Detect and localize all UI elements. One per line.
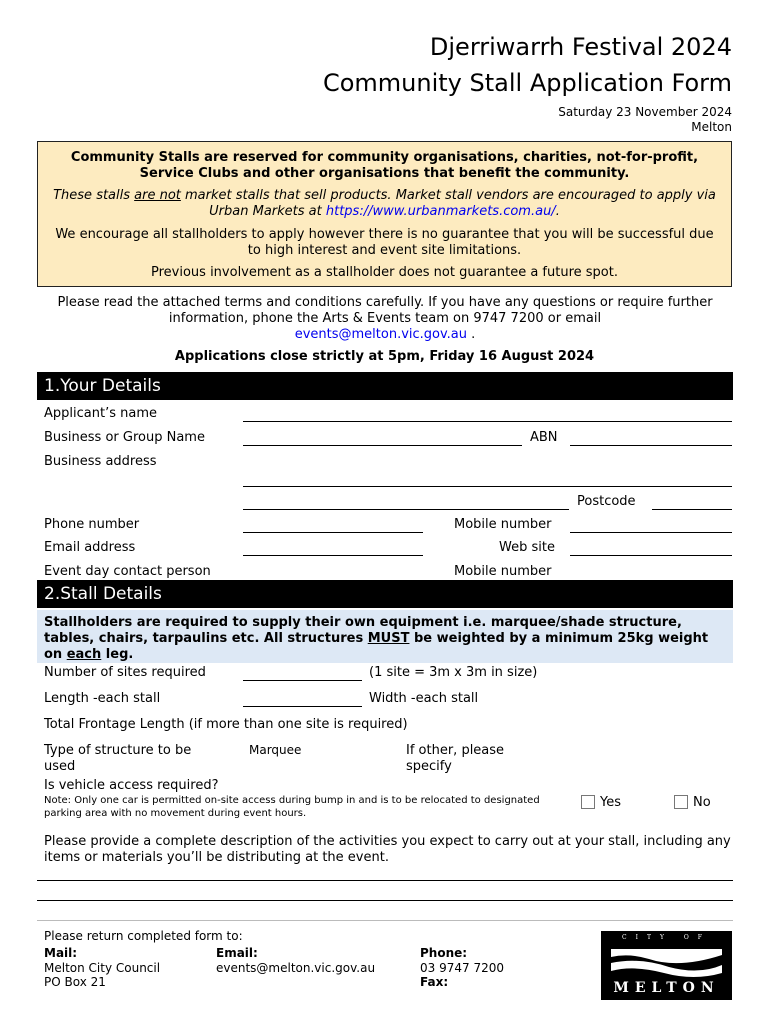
site-size-note: (1 site = 3m x 3m in size): [369, 665, 538, 680]
applicant-name-field[interactable]: [243, 421, 732, 422]
email-field[interactable]: [243, 555, 423, 556]
footer-divider: [37, 920, 733, 921]
website-label: Web site: [499, 540, 555, 555]
length-label: Length -each stall: [44, 691, 161, 706]
logo-wave-icon: [609, 945, 724, 981]
vehicle-access-note: Note: Only one car is permitted on-site access during bump in and is to be relocated to designated parking area with no movement during event hours.: [44, 795, 540, 819]
business-name-field[interactable]: [243, 445, 522, 446]
fax-label: Fax:: [420, 975, 449, 989]
vehicle-access-label: Is vehicle access required?: [44, 778, 219, 793]
logo-city-of-text: CITY OF: [622, 934, 711, 941]
mail-line1: Melton City Council: [44, 961, 161, 975]
event-location: Melton: [691, 120, 732, 134]
logo-melton-text: MELTON: [613, 980, 720, 996]
notice-market-stalls: These stalls are not market stalls that sell products. Market stall vendors are encouraged to apply via Urban Markets at https://www.urbanmarkets.com.au/.: [53, 188, 716, 219]
frontage-label: Total Frontage Length (if more than one site is required): [44, 717, 408, 732]
form-title-line2: Community Stall Application Form: [322, 69, 732, 97]
phone-contact-label: Phone:: [420, 946, 468, 960]
applicant-name-label: Applicant’s name: [44, 406, 157, 421]
phone-contact-value: 03 9747 7200: [420, 961, 504, 975]
community-stall-notice: [37, 141, 732, 287]
email-contact-label: Email:: [216, 946, 258, 960]
description-field-line1[interactable]: [37, 880, 733, 881]
notice-encourage: We encourage all stallholders to apply however there is no guarantee that you will be successful due to high interest and event site limitations.: [55, 227, 714, 258]
width-label: Width -each stall: [369, 691, 479, 706]
events-email-link[interactable]: events@melton.vic.gov.au: [294, 327, 468, 342]
contact-mobile-label: Mobile number: [454, 564, 552, 579]
abn-label: ABN: [530, 430, 558, 445]
vehicle-yes-label: Yes: [600, 795, 621, 810]
city-of-melton-logo: [601, 931, 732, 1000]
website-field[interactable]: [570, 555, 732, 556]
section-your-details: 1.Your Details: [37, 372, 733, 400]
other-specify-label: If other, please specify: [406, 743, 505, 774]
vehicle-no-checkbox[interactable]: [674, 795, 688, 809]
vehicle-yes-checkbox[interactable]: [581, 795, 595, 809]
mobile-field[interactable]: [570, 532, 732, 533]
activities-description-label: Please provide a complete description of the activities you expect to carry out at your stall, including any items or materials you’ll be distributing at the event.: [44, 834, 731, 865]
equipment-requirements: Stallholders are required to supply their own equipment i.e. marquee/shade structure, tables, chairs, tarpaulins etc. All structures MUST be weighted by a minimum 25kg weight on each leg.: [37, 610, 733, 663]
description-field-line2[interactable]: [37, 900, 733, 901]
urban-markets-link[interactable]: https://www.urbanmarkets.com.au/: [325, 204, 556, 219]
application-deadline: Applications close strictly at 5pm, Friday 16 August 2024: [174, 349, 595, 364]
contact-person-label: Event day contact person: [44, 564, 211, 579]
intro-text: Please read the attached terms and conditions carefully. If you have any questions or require further information, phone the Arts & Events team on 9747 7200 or email events@melton.vic.gov.au .: [57, 295, 713, 342]
num-sites-label: Number of sites required: [44, 665, 206, 680]
business-address-label: Business address: [44, 454, 157, 469]
mail-line2: PO Box 21: [44, 975, 106, 989]
business-address-field-line1[interactable]: [243, 486, 732, 487]
num-sites-field[interactable]: [243, 680, 362, 681]
event-date: Saturday 23 November 2024: [558, 105, 732, 119]
form-title-line1: Djerriwarrh Festival 2024: [429, 33, 732, 61]
vehicle-no-label: No: [693, 795, 711, 810]
phone-label: Phone number: [44, 517, 140, 532]
business-address-field-line2[interactable]: [243, 509, 569, 510]
length-field[interactable]: [243, 706, 362, 707]
abn-field[interactable]: [570, 445, 732, 446]
notice-eligibility: Community Stalls are reserved for community organisations, charities, not-for-profit, Service Clubs and other organisations that benefit the community.: [70, 150, 699, 181]
mobile-label: Mobile number: [454, 517, 552, 532]
mail-label: Mail:: [44, 946, 78, 960]
postcode-field[interactable]: [652, 509, 732, 510]
structure-type-label: Type of structure to be used: [44, 743, 192, 774]
notice-previous: Previous involvement as a stallholder does not guarantee a future spot.: [151, 265, 618, 280]
return-instructions: Please return completed form to:: [44, 929, 243, 943]
postcode-label: Postcode: [577, 494, 636, 509]
section-stall-details: 2.Stall Details: [37, 580, 733, 608]
email-label: Email address: [44, 540, 136, 555]
email-contact-value[interactable]: events@melton.vic.gov.au: [216, 961, 376, 975]
business-name-label: Business or Group Name: [44, 430, 205, 445]
phone-field[interactable]: [243, 532, 423, 533]
structure-type-select[interactable]: Marquee: [249, 743, 302, 757]
